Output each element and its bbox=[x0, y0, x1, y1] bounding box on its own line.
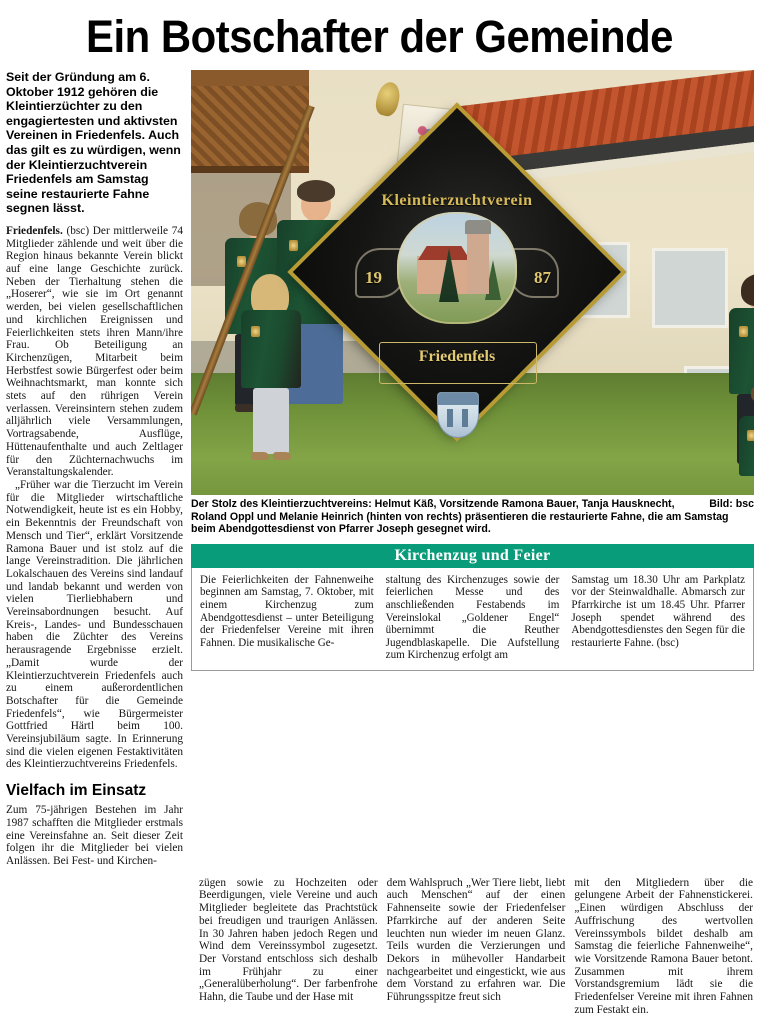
banner-year-left: 19 bbox=[365, 268, 382, 287]
coat-of-arms-bar bbox=[438, 393, 478, 405]
info-box-column-1 bbox=[200, 574, 374, 662]
banner-coat-of-arms bbox=[437, 392, 479, 438]
article-paragraph-2: „Früher war die Tierzucht im Verein für die Mitglieder wirtschaftliche Notwendigkeit, heute ist es ein Hobby, ein Bekenntnis der Freundschaft von Mensch und Tier“, erklärt Vorsitzende Ramona Bauer und ist stolz auf die lange Vereinstradition. Die jährlichen Lokalschauen des Vereins sind landauf und landab bekannt und werden von vielen Tierliebhabern und Vereinsabordnungen besucht. Auf Kreis-, Landes- und Bundesschauen haben die Züchter des Vereins herausragende Ergebnisse erzielt. „Damit wurde der Kleintierzuchtverein Friedenfels auch zu einem außerordentlichen Botschafter für die Gemeinde Friedenfels“, wie Bürgermeister Gottfried Härtl beim 100. Vereinsjubiläum sagte. In Erinnerung sind die vielen eigenen Festaktivitäten des Kleintierzuchtvereins Friedenfels. bbox=[6, 479, 183, 771]
coat-of-arms-pillar bbox=[447, 409, 453, 427]
newspaper-page bbox=[0, 11, 759, 1016]
dateline: Friedenfels. bbox=[6, 224, 63, 237]
photo-club-banner bbox=[313, 128, 609, 468]
medallion-church-tower bbox=[467, 230, 489, 294]
article-paragraph-1 bbox=[6, 225, 183, 479]
banner-content bbox=[341, 156, 573, 388]
photo-window bbox=[652, 248, 728, 328]
photo-balcony-top bbox=[191, 70, 309, 86]
lower-spacer bbox=[6, 868, 191, 1016]
info-box-column-3 bbox=[571, 574, 745, 662]
bottom-column-3 bbox=[387, 877, 566, 1016]
bottom-columns bbox=[199, 868, 753, 1016]
bottom-column-2 bbox=[199, 877, 378, 1016]
banner-year-right: 87 bbox=[534, 268, 551, 287]
article-column-left bbox=[6, 70, 191, 868]
info-box bbox=[191, 568, 754, 671]
lead-paragraph: Seit der Gründung am 6. Oktober 1912 gehören die Kleintierzüchter zu den engagiertesten und aktivsten Vereinen in Friedenfels. Auch das gilt es zu würdigen, wenn der Kleintierzuchtverein Friedenfels am Samstag seine restaurierte Fahne segnen lässt. bbox=[6, 70, 181, 216]
article-photo bbox=[191, 70, 754, 495]
bottom-column-row bbox=[199, 877, 753, 1016]
bottom-column-text-4: mit den Mitgliedern über die gelungene Arbeit der Fahnenstickerei. „Einen würdigen Abschluss der Auffrischung des wertvollen Vereinssymbols bildet deshalb am Samstag die feierliche Fahnenweihe“, wie Vorsitzende Ramona Bauer betont. Zusammen mit ihrem Vorstandsgremium lädt sie die Friedenfelser Vereine mit ihren Fahnen zum Festakt ein. bbox=[574, 876, 754, 1016]
page-headline: Ein Botschafter der Gemeinde bbox=[85, 11, 673, 62]
medallion-tower-top bbox=[465, 220, 491, 234]
bottom-column-text-3: dem Wahlspruch „Wer Tiere liebt, liebt auch Menschen“ auf der einen Fahnenseite sowie der Friedenfelser Pfarrkirche auf der anderen Seite leuchten nun wieder im neuen Glanz. Teils wurden die Verzierungen und Dekors in mühevoller Handarbeit nachgearbeitet und eingestickt, wie aus dem Vorstand zu erfahren war. Die Führungsspitze freut sich bbox=[386, 876, 566, 1004]
article-paragraph-1-text: (bsc) Der mittlerweile 74 Mitglieder zählende und weit über die Region hinaus bekannte Verein blickt auf eine lange Geschichte zurück. Neben der Tierhaltung stehen die „Hoserer“, wie sie im Ort genannt werden, bei vielen gesellschaftlichen und kirchlichen Ereignissen und Feierlichkeiten stets ihren Mann/ihre Frau. Ob Beteiligung an Kirchenzügen, Mitarbeit beim Herbstfest sowie Bürgerfest oder beim Weihnachtsmarkt, man konnte sich stets auf den rührigen Verein verlassen. Vereinsintern stehen zudem alljährlich viele Versammlungen, Vortragsabende, Ausflüge, Hüttenaufenthalte und auch Zeltlager für den Züchternachwuchs im Veranstaltungskalender. bbox=[6, 224, 183, 479]
photo-caption-text: Der Stolz des Kleintierzuchtvereins: Helmut Käß, Vorsitzende Ramona Bauer, Tanja Hausknecht, Roland Oppl und Melanie Heinrich (hinten von rechts) präsentieren die restaurierte Fahne, die am Samstag beim Abendgottesdienst von Pfarrer Joseph gesegnet wird. bbox=[191, 498, 729, 536]
section-header-title: Kirchenzug und Feier bbox=[394, 546, 551, 564]
banner-scroll-text: Friedenfels bbox=[418, 348, 496, 365]
photo-caption bbox=[191, 498, 754, 536]
lower-zone bbox=[6, 868, 753, 1016]
bottom-column-4 bbox=[574, 877, 753, 1016]
photo-zone bbox=[191, 70, 754, 671]
bottom-column-text-2: zügen sowie zu Hochzeiten oder Beerdigungen, viele Vereine und auch Mitglieder begleitete das Prachtstück bei freudigen und traurigen Anlässen. In 30 Jahren haben jedoch Regen und Wind dem Vereinssymbol zugesetzt. Der Vorstand entschloss sich deshalb im Frühjahr zu einer „Generalüberholung“. Der farbenfrohe Hahn, die Taube und der Hase mit bbox=[199, 876, 378, 1004]
info-box-column-2 bbox=[386, 574, 560, 662]
info-box-text-1: Die Feierlichkeiten der Fahnenweihe beginnen am Samstag, 7. Oktober, mit einem Kirchenzug zum Abendgottesdienst – unter Beteiligung der Friedenfelser Vereine mit ihren Fahnen. Die musikalische Ge- bbox=[200, 573, 374, 649]
section-header-bar bbox=[191, 544, 754, 568]
info-box-text-3: Samstag um 18.30 Uhr am Parkplatz vor der Steinwaldhalle. Abmarsch zur Pfarrkirche ist um 18.45 Uhr. Pfarrer Joseph spendet während des Abendgottesdienstes den Segen für die restaurierte Fahne. (bsc) bbox=[571, 573, 746, 649]
top-zone bbox=[6, 70, 753, 868]
article-paragraph-3: Zum 75-jährigen Bestehen im Jahr 1987 schafften die Mitglieder erstmals eine Vereinsfahne an. Seit dieser Zeit folgen ihr die Mitglieder bei vielen Anlässen. Bei Fest- und Kirchen- bbox=[6, 804, 183, 867]
coat-of-arms-pillar bbox=[462, 409, 468, 427]
medallion-church-roof bbox=[413, 246, 475, 260]
info-box-text-2: staltung des Kirchenzuges sowie der feierlichen Messe und des anschließenden Festabends im Vereinslokal „Goldener Engel“ übernimmt die Reuther Jugendblaskapelle. Die Aufstellung zum Kirchenzug erfolgt am bbox=[385, 573, 560, 662]
banner-arc-text: Kleintierzuchtverein bbox=[381, 192, 533, 209]
banner-church-medallion bbox=[397, 212, 517, 324]
photo-credit: Bild: bsc bbox=[709, 498, 754, 510]
article-subheading: Vielfach im Einsatz bbox=[6, 782, 147, 800]
